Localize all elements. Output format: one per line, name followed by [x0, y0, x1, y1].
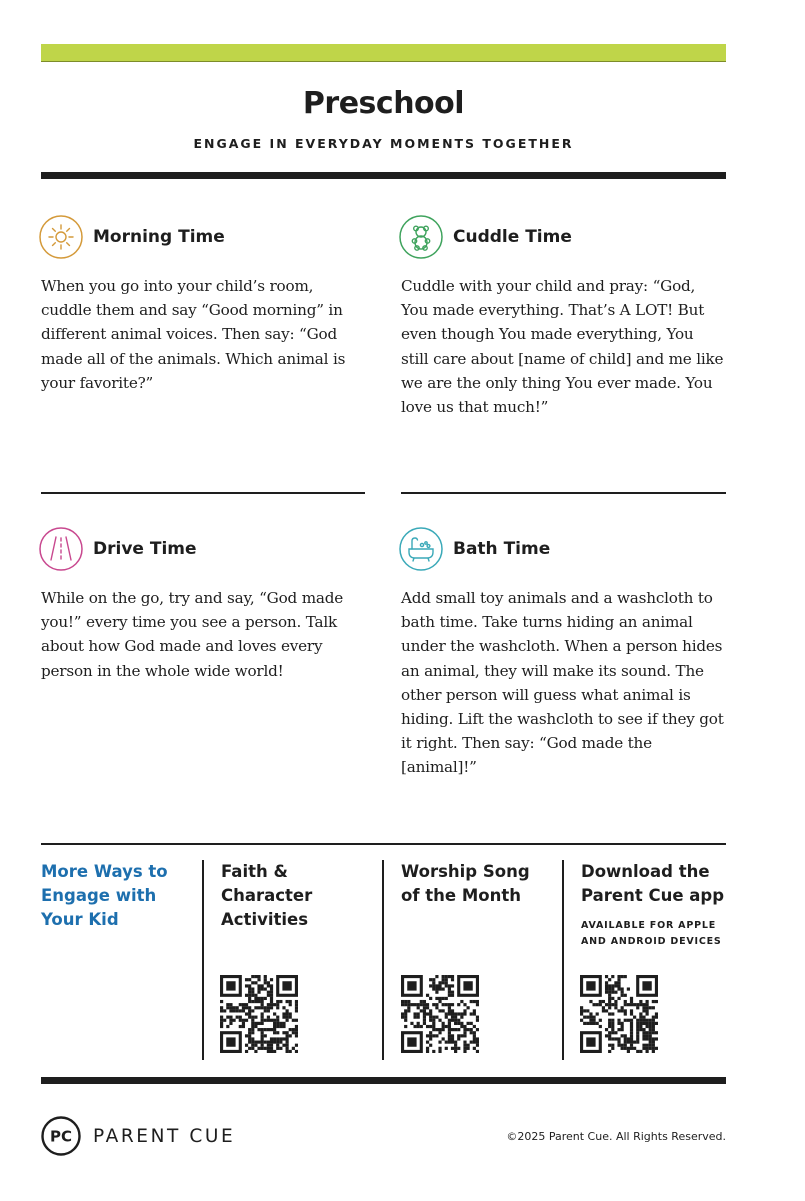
moment-drive-time — [39, 526, 365, 683]
page-subtitle: ENGAGE IN EVERYDAY MOMENTS TOGETHER — [193, 136, 574, 151]
moment-title: Bath Time — [453, 539, 551, 559]
footer-divider — [41, 1077, 726, 1084]
moment-body: Cuddle with your child and pray: “God, You made everything. That’s A LOT! But even though You made everything, You still care about [name of child] and me like we are the only thing You ever made. You love us that much!” — [401, 277, 724, 417]
moment-cuddle-time — [399, 214, 725, 419]
moment-body: When you go into your child’s room, cuddle them and say “Good morning” in different animal voices. Then say: “God made all of the animals. Which animal is your favorite?” — [41, 277, 346, 392]
resource-worship-song — [401, 860, 551, 908]
column-divider — [562, 860, 564, 1060]
moment-body: Add small toy animals and a washcloth to bath time. Take turns hiding an animal under the washcloth. When a person hides an animal, they will make its sound. The other person will guess what animal is hiding. Lift the washcloth to see if they got it right. Then say: “God made the [animal]!” — [401, 589, 724, 777]
resource-title: Download the Parent Cue app — [581, 862, 725, 905]
resources-top-divider — [41, 843, 726, 845]
top-accent-bar — [41, 44, 726, 62]
parent-cue-logo-icon — [41, 1116, 81, 1156]
resource-title: Faith & Character Activities — [221, 862, 313, 929]
moment-title: Cuddle Time — [453, 227, 572, 247]
copyright: ©2025 Parent Cue. All Rights Reserved. — [506, 1130, 726, 1143]
resource-note: AVAILABLE FOR APPLE AND ANDROID DEVICES — [581, 920, 722, 947]
moment-title: Morning Time — [93, 227, 225, 247]
teddy-bear-icon — [399, 215, 443, 259]
qr-code-icon[interactable] — [401, 975, 479, 1053]
brand-mark: PC — [49, 1127, 73, 1146]
qr-code-icon[interactable] — [220, 975, 298, 1053]
resources-heading-column — [41, 860, 191, 932]
road-icon — [39, 527, 83, 571]
brand — [41, 1116, 235, 1156]
column-divider — [382, 860, 384, 1060]
sun-icon — [39, 215, 83, 259]
qr-code-icon[interactable] — [580, 975, 658, 1053]
resources-heading: More Ways to Engage with Your Kid — [41, 862, 168, 929]
header-divider — [41, 172, 726, 179]
page-title: Preschool — [302, 86, 465, 121]
resource-download-app — [581, 860, 731, 950]
resource-title: Worship Song of the Month — [401, 862, 530, 905]
moment-morning-time — [39, 214, 365, 395]
column-divider — [202, 860, 204, 1060]
section-divider-right — [401, 492, 726, 494]
moment-bath-time — [399, 526, 725, 780]
moment-body: While on the go, try and say, “God made you!” every time you see a person. Talk about how God made and loves every person in the whole wide world! — [41, 589, 344, 680]
section-divider-left — [41, 492, 365, 494]
brand-name: PARENT CUE — [93, 1125, 236, 1147]
moment-title: Drive Time — [93, 539, 197, 559]
resource-faith-character — [221, 860, 371, 932]
bathtub-icon — [399, 527, 443, 571]
